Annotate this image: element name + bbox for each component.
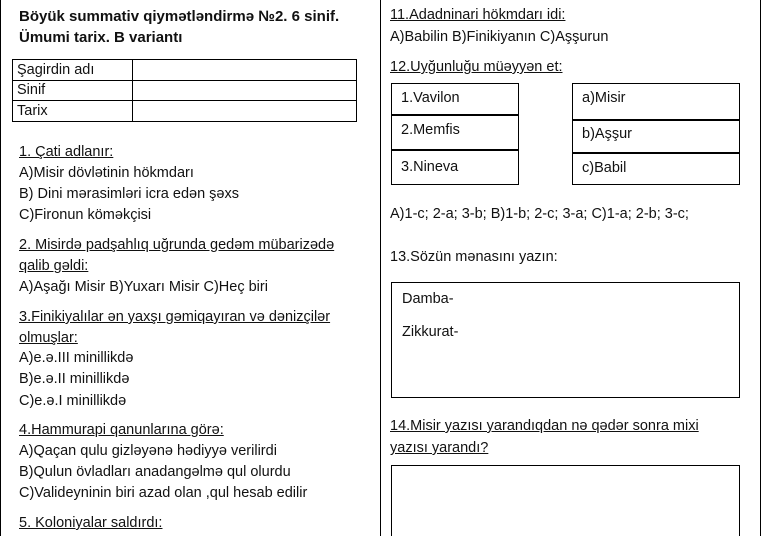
page-title: Böyük summativ qiymətləndirmə №2. 6 sinif. <box>19 8 340 25</box>
question-13-answer-box[interactable] <box>391 282 740 398</box>
question-12-title: 12.Uyğunluğu müəyyən et: <box>390 59 563 75</box>
match-right-item-a-label: a)Misir <box>582 90 626 106</box>
question-5-title: 5. Koloniyalar saldırdı: <box>19 515 163 531</box>
question-2-title-cont: qalib gəldi: <box>19 258 89 274</box>
match-right-item-b-label: b)Aşşur <box>582 126 632 142</box>
question-2-options: A)Aşağı Misir B)Yuxarı Misir C)Heç biri <box>19 279 268 295</box>
question-14-title: 14.Misir yazısı yarandıqdan nə qədər sonra mixi <box>390 418 699 434</box>
question-3-option-c: C)e.ə.I minillikdə <box>19 393 127 409</box>
question-1-option-c: C)Fironun köməkçisi <box>19 207 152 223</box>
page-subtitle: Ümumi tarix. B variantı <box>19 29 183 46</box>
match-right-item-b <box>572 120 740 153</box>
question-3-title: 3.Finikiyalılar ən yaxşı gəmiqayıran və dənizçilər <box>19 309 331 325</box>
question-1-option-b: B) Dini mərasimləri icra edən şəxs <box>19 186 239 202</box>
class-field[interactable] <box>133 80 357 101</box>
question-3-option-a: A)e.ə.III minillikdə <box>19 350 134 366</box>
question-11-options: A)Babilin B)Finikiyanın C)Aşşurun <box>390 29 609 45</box>
question-13-term-1: Damba- <box>402 291 454 307</box>
match-right-item-c <box>572 153 740 185</box>
right-border <box>760 0 761 536</box>
date-field[interactable] <box>133 101 357 122</box>
question-1-option-a: A)Misir dövlətinin hökmdarı <box>19 165 194 181</box>
question-1-title: 1. Çati adlanır: <box>19 144 114 160</box>
question-11-title: 11.Adadninari hökmdarı idi: <box>390 7 566 23</box>
date-label: Tarix <box>13 101 133 122</box>
student-name-label: Şagirdin adı <box>13 60 133 81</box>
class-label: Sinif <box>13 80 133 101</box>
match-left-item-1 <box>391 83 519 115</box>
left-border <box>0 0 1 536</box>
student-info-table <box>12 59 357 122</box>
match-left-item-3-label: 3.Nineva <box>401 159 459 175</box>
question-3-title-cont: olmuşlar: <box>19 330 78 346</box>
question-4-title: 4.Hammurapi qanunlarına görə: <box>19 422 224 438</box>
table-row <box>13 60 357 81</box>
match-right-item-a <box>572 83 740 120</box>
table-row <box>13 101 357 122</box>
question-13-term-2: Zikkurat- <box>402 324 459 340</box>
question-3-option-b: B)e.ə.II minillikdə <box>19 371 130 387</box>
question-4-option-c: C)Valideyninin biri azad olan ,qul hesab edilir <box>19 485 308 501</box>
question-4-option-a: A)Qaçan qulu gizləyənə hədiyyə verilirdi <box>19 443 277 459</box>
question-14-answer-box[interactable] <box>391 465 740 536</box>
student-name-field[interactable] <box>133 60 357 81</box>
match-left-item-1-label: 1.Vavilon <box>401 90 460 106</box>
match-right-item-c-label: c)Babil <box>582 160 627 176</box>
question-4-option-b: B)Qulun övladları anadangəlmə qul olurdu <box>19 464 291 480</box>
question-12-answers: A)1-c; 2-a; 3-b; B)1-b; 2-c; 3-a; C)1-a; 2-b; 3-c; <box>390 206 689 222</box>
column-divider <box>380 0 381 536</box>
question-13-title: 13.Sözün mənasını yazın: <box>390 249 558 265</box>
question-2-title: 2. Misirdə padşahlıq uğrunda gedəm mübarizədə <box>19 237 335 253</box>
match-left-item-2-label: 2.Memfis <box>401 122 460 138</box>
question-14-title-cont: yazısı yarandı? <box>390 440 489 456</box>
match-left-item-3 <box>391 150 519 185</box>
match-left-item-2 <box>391 115 519 150</box>
table-row <box>13 80 357 101</box>
